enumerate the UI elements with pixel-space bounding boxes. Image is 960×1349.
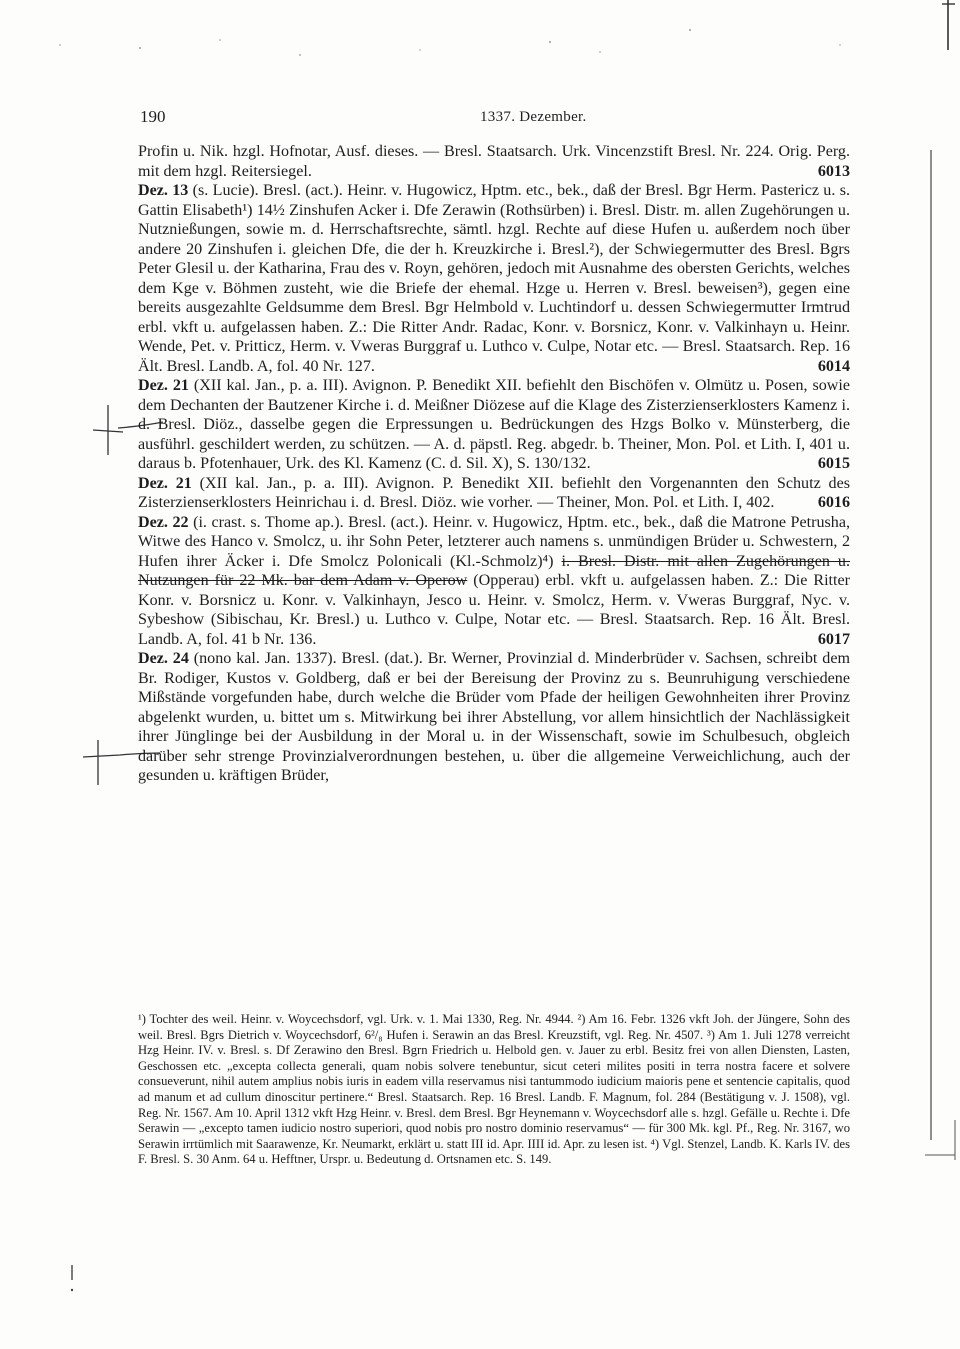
entry-number: 6016 (817, 494, 850, 511)
entry-text: (XII kal. Jan., p. a. III). Avignon. P. Benedikt XII. befiehlt den Vorgenannten den Schutz des Zisterzienserklosters Heinrichau i. d. Bresl. Diöz. wie vorher. — Theiner, Mon. Pol. et Lith. I, 402. (138, 474, 850, 511)
main-text (138, 142, 850, 786)
entry-date: Dez. 22 (138, 513, 189, 531)
footnote-text: ¹) Tochter des weil. Heinr. v. Woycechsdorf, vgl. Urk. v. 1. Mai 1330, Reg. Nr. 4944. ²) Am 16. Febr. 1326 vkft Joh. der Jüngere, Sohn des weil. Bresl. Bgrs Dietrich v. Woycechsdorf, 6²/₈ Hufen i. Serawin an das Bresl. Kreuzstift, vgl. Reg. Nr. 4507. ³) Am 1. Juli 1278 verreicht Hzg Heinr. IV. v. Bresl. s. Df Zerawino den Bresl. Bgrn Friedrich u. Helbold gen. v. Jauer zu erbl. Besitz frei von allen Diensten, Lasten, Geschossen etc. „excepta collecta generali, quam nobis solvere tenebuntur, sicut ceteri milites positi in terra nostra facere et solvere consueverunt, nihil autem amplius nobis iuris in eadem villa reservamus nisi tantummodo iudicium maioris pene et sentencie capitalis, quod ad manum et ad cullum dinoscitur pertinere.“ Bresl. Staatsarch. Rep. 16 Bresl. Landb. F. Magnum, fol. 284 (Bestätigung v. J. 1508), vgl. Reg. Nr. 1567. Am 10. April 1312 vkft Hzg Heinr. v. Bresl. dem Bresl. Bgr Heynemann v. Woycechsdorf alle s. hzgl. Gefälle u. Rechte i. Dfe Serawin — „excepto tamen iudicio nostro superiori, quod nobis pro nostro dominio reservamus“ — für 300 Mk. kgl. Pf., Reg. Nr. 3167, wo Serawin irrtümlich mit Saarawenze, Kr. Neumarkt, erklärt u. statt III id. Apr. IIII id. Apr. zu lesen ist. ⁴) Vgl. Stenzel, Landb. K. Karls IV. des F. Bresl. S. 30 Anm. 64 u. Hefftner, Urspr. u. Bedeutung d. Ortsnamen etc. S. 149. (138, 1012, 851, 1167)
entry-number: 6014 (817, 357, 850, 375)
entry-6015 (138, 376, 850, 474)
entry-6014 (138, 181, 850, 376)
entry-date: Dez. 21 (138, 474, 192, 492)
entry-6013 (138, 142, 850, 181)
entry-date: Dez. 24 (138, 650, 189, 667)
struck-line: i. Bresl. Distr. mit allen Zugehörungen u. Nutzungen für 22 Mk. bar dem Adam v. Operow (138, 552, 850, 589)
entry-text: (nono kal. Jan. 1337). Bresl. (dat.). Br. Werner, Provinzial d. Minderbrüder v. Sachsen, schreibt dem Br. Rodiger, Kustos v. Goldberg, daß er bei der Bereisung der Provinz zu s. Beunruhigung verschiedene Mißstände vorgefunden habe, durch welche die Brüder vom Pfade der heiligen Gewohnheiten ihrer Provinz abgelenkt wurden, u. bittet um s. Mitwirkung bei ihrer Abstellung, vor allem hinsichtlich der Nachlässigkeit ihrer Jünglinge bei der Ausbildung in der Moral u. in der Wissenschaft, sowie im Schulbesuch, obgleich darüber sehr strenge Provinzialverordnungen bestehen, u. über die allgemeine Verweichlichung, auch der gesunden u. kräftigen Brüder, (138, 650, 850, 784)
entry-6018 (138, 649, 850, 786)
entry-number: 6015 (817, 455, 850, 472)
running-title: 1337. Dezember. (480, 109, 587, 125)
entry-text: Profin u. Nik. hzgl. Hofnotar, Ausf. dieses. — Bresl. Staatsarch. Urk. Vincenzstift Bresl. Nr. 224. Orig. Perg. mit dem hzgl. Reitersiegel. (138, 143, 850, 180)
entry-text: (i. crast. s. Thome ap.). Bresl. (act.). Heinr. v. Hugowicz, Hptm. etc., bek., daß die Matrone Petrusha, Witwe des Hanco v. Smolcz, u. ihr Sohn Peter, letzterer auch namens s. unmündigen Brüder u. Schwestern, 2 Hufen ihrer Äcker i. Dfe Smolcz Polonicali (Kl.-Schmolz)⁴) (138, 513, 850, 570)
entry-text: (XII kal. Jan., p. a. III). Avignon. P. Benedikt XII. befiehlt den Bischöfen v. Olmütz u. Posen, sowie dem Dechanten der Bautzener Kirche i. d. Meißner Diözese auf die Klage des Zisterzienserklosters Kamenz i. d. Bresl. Diöz., dasselbe gegen die Erpressungen u. Bedrückungen des Hzgs Bolko v. Münsterberg, die ausführl. geschildert werden, zu schützen. — A. d. päpstl. Reg. abgedr. b. Theiner, Mon. Pol. et Lith. I, 401 u. daraus b. Pfotenhauer, Urk. des Kl. Kamenz (C. d. Sil. X), S. 130/132. (138, 377, 850, 472)
entry-text-tail: (Opperau) erbl. vkft u. aufgelassen haben. Z.: Die Ritter Konr. v. Borsnicz u. Konr. v. Valkinhayn, Jesco u. Heinr. v. Smolcz, Herm. v. Vweras Burggraf, Nyc. v. Sybeshow (Sibischau, Kr. Bresl.) u. Luthco v. Culpe, Notar etc. — Bresl. Staatsarch. Rep. 16 Ält. Bresl. Landb. A, fol. 41 b Nr. 136. (138, 572, 850, 648)
entry-text: (s. Lucie). Bresl. (act.). Heinr. v. Hugowicz, Hptm. etc., bek., daß der Bresl. Bgr Herm. Pastericz u. s. Gattin Elisabeth¹) 14½ Zinshufen Acker i. Dfe Zerawin (Rothsürben) i. Bresl. Distr. m. allen Zugehörungen u. Nutznießungen, sowie m. d. Herrschaftsrechte, sämtl. hzgl. Rechte auf diese Hufen u. außerdem noch über andere 20 Zinshufen i. gleichen Dfe, die der h. Kreuzkirche i. Bresl.²), der Schwiegermutter des Bresl. Bgrs Peter Glesil u. der Katharina, Frau des v. Royn, gehören, jedoch mit Ausnahme des obersten Gerichts, welches dem Kge v. Böhmen zusteht, wie die Briefe der ehemal. Hzge u. Herren v. Bresl. beweisen³), gegen eine bereits ausgezahlte Geldsumme dem Bresl. Bgr Helmbold v. Luchtindorf u. dessen Schwiegermutter Irmtrud erbl. vkft u. aufgelassen haben. Z.: Die Ritter Andr. Radac, Konr. v. Borsnicz, Konr. v. Valkinhayn u. Heinr. Wende, Pet. v. Pritticz, Herm. v. Vweras Burggraf u. Luthco v. Culpe, Notar etc. — Bresl. Staatsarch. Rep. 16 Ält. Bresl. Landb. A, fol. 40 Nr. 127. (138, 182, 850, 375)
entry-number: 6017 (817, 630, 850, 648)
page-number: 190 (140, 107, 166, 126)
entry-6016 (138, 474, 850, 513)
footnotes (138, 1012, 850, 1168)
entry-number: 6013 (817, 162, 850, 180)
entry-date: Dez. 13 (138, 182, 189, 199)
entry-6017 (138, 513, 850, 650)
running-header (140, 107, 860, 129)
entry-date: Dez. 21 (138, 377, 189, 394)
